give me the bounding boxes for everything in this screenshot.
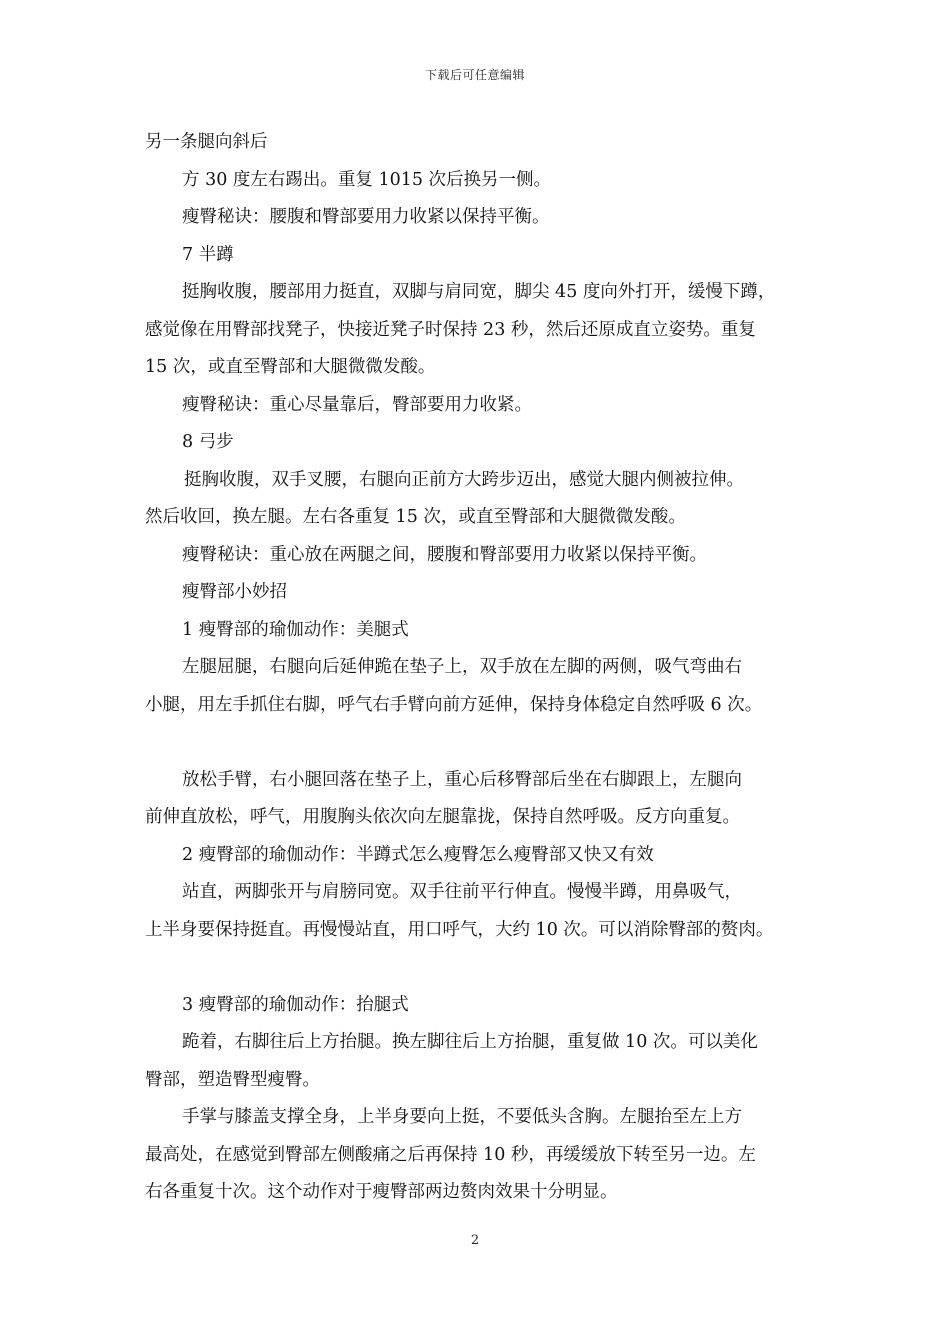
paragraph-line: 另一条腿向斜后 — [145, 132, 268, 152]
paragraph-line: 上半身要保持挺直。再慢慢站直，用口呼气，大约 10 次。可以消除臀部的赘肉。 — [145, 919, 774, 940]
section-heading: 2 瘦臀部的瑜伽动作：半蹲式怎么瘦臀怎么瘦臀部又快又有效 — [182, 844, 654, 865]
paragraph-line: 前伸直放松，呼气，用腹胸头依次向左腿靠拢，保持自然呼吸。反方向重复。 — [145, 807, 740, 827]
paragraph-line: 跪着，右脚往后上方抬腿。换左脚往后上方抬腿，重复做 10 次。可以美化 — [182, 1032, 758, 1052]
paragraph-line: 右各重复十次。这个动作对于瘦臀部两边赘肉效果十分明显。 — [145, 1182, 618, 1202]
paragraph-line: 瘦臀秘诀：重心放在两腿之间，腰腹和臀部要用力收紧以保持平衡。 — [182, 544, 707, 565]
paragraph-line: 挺胸收腹，腰部用力挺直，双脚与肩同宽，脚尖 45 度向外打开，缓慢下蹲， — [182, 282, 776, 302]
paragraph-line: 臀部，塑造臀型瘦臀。 — [145, 1069, 320, 1090]
paragraph-line: 左腿屈腿，右腿向后延伸跪在垫子上，双手放在左脚的两侧，吸气弯曲右 — [182, 657, 742, 677]
paragraph-line: 挺胸收腹，双手叉腰，右腿向正前方大跨步迈出，感觉大腿内侧被拉伸。 — [184, 469, 744, 490]
section-heading: 瘦臀部小妙招 — [182, 582, 287, 602]
section-heading: 8 弓步 — [182, 432, 234, 452]
paragraph-line: 方 30 度左右踢出。重复 1015 次后换另一侧。 — [182, 169, 552, 190]
paragraph-line: 手掌与膝盖支撑全身，上半身要向上挺，不要低头含胸。左腿抬至左上方 — [182, 1107, 742, 1127]
section-heading: 3 瘦臀部的瑜伽动作：抬腿式 — [182, 994, 409, 1015]
paragraph-line: 然后收回，换左腿。左右各重复 15 次，或直至臀部和大腿微微发酸。 — [145, 507, 686, 527]
paragraph-line: 最高处，在感觉到臀部左侧酸痛之后再保持 10 秒，再缓缓放下转至另一边。左 — [145, 1144, 756, 1165]
paragraph-line: 站直，两脚张开与肩膀同宽。双手往前平行伸直。慢慢半蹲，用鼻吸气， — [182, 882, 742, 902]
paragraph-line: 瘦臀秘诀：重心尽量靠后，臀部要用力收紧。 — [182, 394, 532, 415]
paragraph-line: 放松手臂，右小腿回落在垫子上，重心后移臀部后坐在右脚跟上，左腿向 — [182, 769, 742, 790]
paragraph-line: 15 次，或直至臀部和大腿微微发酸。 — [145, 357, 436, 377]
blank-line — [145, 724, 817, 762]
paragraph-line: 感觉像在用臀部找凳子，快接近凳子时保持 23 秒，然后还原成直立姿势。重复 — [145, 319, 756, 340]
section-heading: 1 瘦臀部的瑜伽动作：美腿式 — [182, 619, 409, 640]
blank-line — [145, 949, 817, 987]
page-header: 下载后可任意编辑 — [424, 68, 525, 82]
document-body — [145, 124, 817, 1212]
page-number: 2 — [470, 1233, 480, 1248]
paragraph-line: 瘦臀秘诀：腰腹和臀部要用力收紧以保持平衡。 — [182, 207, 550, 227]
paragraph-line: 小腿，用左手抓住右脚，呼气右手臂向前方延伸，保持身体稳定自然呼吸 6 次。 — [145, 694, 763, 715]
section-heading: 7 半蹲 — [182, 244, 234, 265]
